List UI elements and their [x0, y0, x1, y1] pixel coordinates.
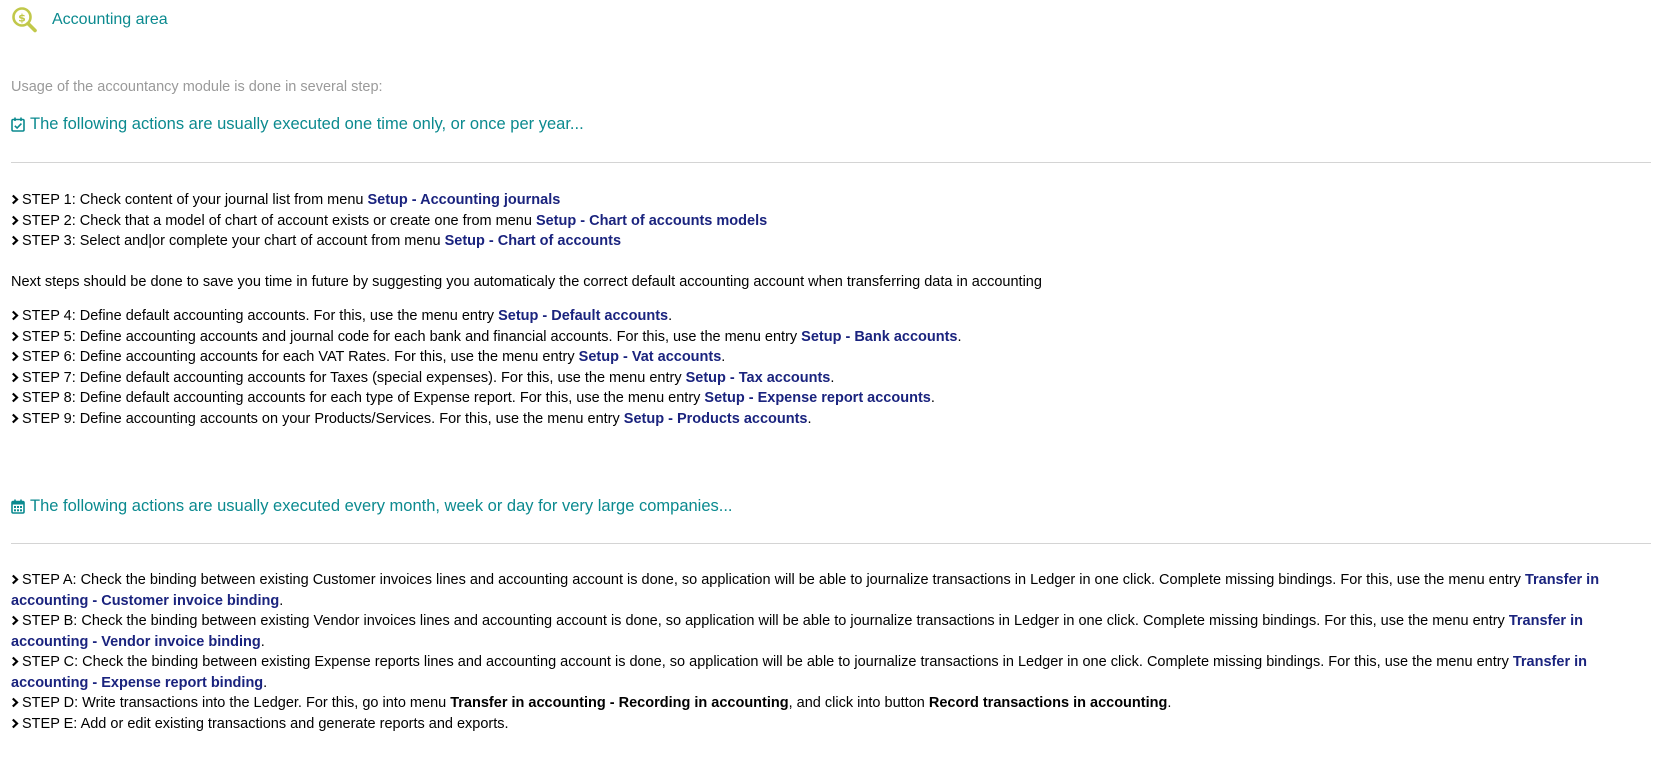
intro-text: Usage of the accountancy module is done in several step:: [11, 79, 383, 95]
menu-link-vat-accounts[interactable]: Setup - Vat accounts: [578, 349, 722, 365]
chevron-right-icon: [11, 369, 19, 380]
step-text: STEP 5: Define accounting accounts and journal code for each bank and financial accounts. For this, use the menu entry: [22, 328, 802, 345]
steps-setup-list: [11, 190, 1636, 252]
chevron-right-icon: [11, 389, 19, 400]
calendar-check-icon: [11, 117, 25, 132]
step-text: STEP E: Add or edit existing transactions and generate reports and exports.: [22, 715, 509, 732]
chevron-right-icon: [11, 571, 19, 582]
step-text: STEP 3: Select and|or complete your chart of account from menu: [22, 233, 445, 249]
step-text: STEP 6: Define accounting accounts for each VAT Rates. For this, use the menu entry: [22, 349, 579, 365]
section-heading-periodic: [11, 497, 733, 516]
chevron-right-icon: [11, 715, 19, 726]
step-text: STEP D: Write transactions into the Ledger. For this, go into menu: [22, 695, 451, 711]
menu-link-expense-report-accounts[interactable]: Setup - Expense report accounts: [704, 390, 931, 406]
chevron-right-icon: [11, 410, 19, 421]
step-item: STEP 5: Define accounting accounts and journal code for each bank and financial accounts. For this, use the menu entry Setup - Bank accounts.: [11, 327, 1636, 348]
step-item: [11, 714, 1636, 735]
menu-link-tax-accounts[interactable]: Setup - Tax accounts: [685, 369, 831, 386]
chevron-right-icon: [11, 653, 19, 664]
step-text: STEP 4: Define default accounting accounts. For this, use the menu entry: [22, 308, 499, 324]
menu-link-bank-accounts[interactable]: Setup - Bank accounts: [801, 328, 958, 345]
chevron-right-icon: [11, 232, 19, 243]
step-item: STEP C: Check the binding between existing Expense reports lines and accounting account is done, so application will be able to journalize transactions in Ledger in one click. Complete missing bindings. For this, use the menu entry Transfer in accounting - Expense report binding.: [11, 654, 1587, 691]
chevron-right-icon: [11, 612, 19, 623]
menu-link-customer-invoice-binding[interactable]: Transfer in accounting - Customer invoice binding: [11, 572, 1600, 609]
chevron-right-icon: [11, 212, 19, 223]
menu-link-accounting-journals[interactable]: Setup - Accounting journals: [367, 192, 561, 208]
step-item: STEP A: Check the binding between existing Customer invoices lines and accounting account is done, so application will be able to journalize transactions in Ledger in one click. Complete missing bindings. For this, use the menu entry Transfer in accounting - Customer invoice binding.: [11, 572, 1600, 609]
step-item: STEP 6: Define accounting accounts for each VAT Rates. For this, use the menu entry Setup - Vat accounts.: [11, 347, 1636, 368]
menu-link-products-accounts[interactable]: Setup - Products accounts: [623, 410, 808, 427]
step-text: STEP 9: Define accounting accounts on your Products/Services. For this, use the menu entry: [22, 410, 624, 427]
step-item: [11, 231, 1636, 252]
step-text: STEP 2: Check that a model of chart of account exists or create one from menu: [22, 212, 536, 229]
menu-link-expense-report-binding[interactable]: Transfer in accounting - Expense report binding: [11, 654, 1587, 691]
steps-defaults-list: [11, 306, 1636, 429]
step-item: STEP 4: Define default accounting accounts. For this, use the menu entry Setup - Default accounts.: [11, 306, 1636, 327]
menu-name-recording: Transfer in accounting - Recording in accounting: [450, 695, 789, 711]
calendar-icon: [11, 499, 25, 514]
step-item: [11, 190, 1636, 211]
step-item: STEP 8: Define default accounting accounts for each type of Expense report. For this, use the menu entry Setup - Expense report accounts.: [11, 388, 1636, 409]
dollar-magnifier-icon: [11, 7, 39, 33]
step-text: STEP C: Check the binding between existing Expense reports lines and accounting account is done, so application will be able to journalize transactions in Ledger in one click. Complete missing bindings. For this, use the menu entry: [22, 654, 1513, 670]
section-heading-yearly: [11, 115, 584, 134]
menu-link-default-accounts[interactable]: Setup - Default accounts: [498, 308, 669, 324]
svg-text:$: $: [18, 11, 26, 25]
divider: [11, 162, 1651, 163]
menu-link-chart-of-accounts[interactable]: Setup - Chart of accounts: [444, 233, 622, 249]
section-heading-text: The following actions are usually executed one time only, or once per year...: [30, 115, 584, 133]
chevron-right-icon: [11, 348, 19, 359]
step-item: STEP D: Write transactions into the Ledger. For this, go into menu Transfer in accounting - Recording in accounting, and click into button Record transactions in accounting.: [11, 693, 1636, 714]
step-text: STEP 8: Define default accounting accounts for each type of Expense report. For this, use the menu entry: [22, 390, 705, 406]
step-text: STEP B: Check the binding between existing Vendor invoices lines and accounting account is done, so application will be able to journalize transactions in Ledger in one click. Complete missing bindings. For this, use the menu entry: [22, 613, 1509, 629]
step-item: STEP 9: Define accounting accounts on your Products/Services. For this, use the menu entry Setup - Products accounts.: [11, 409, 1636, 430]
chevron-right-icon: [11, 191, 19, 202]
step-text: STEP 1: Check content of your journal list from menu: [22, 192, 368, 208]
divider: [11, 543, 1651, 544]
step-text: STEP A: Check the binding between existing Customer invoices lines and accounting account is done, so application will be able to journalize transactions in Ledger in one click. Complete missing bindings. For this, use the menu entry: [22, 572, 1525, 588]
step-text: STEP 7: Define default accounting accounts for Taxes (special expenses). For this, use the menu entry: [22, 369, 686, 386]
steps-periodic-list: [11, 570, 1636, 734]
menu-link-vendor-invoice-binding[interactable]: Transfer in accounting - Vendor invoice binding: [11, 613, 1583, 650]
chevron-right-icon: [11, 694, 19, 705]
chevron-right-icon: [11, 307, 19, 318]
step-item: STEP 7: Define default accounting accounts for Taxes (special expenses). For this, use the menu entry Setup - Tax accounts.: [11, 368, 1636, 389]
section-heading-text: The following actions are usually executed every month, week or day for very large companies...: [30, 497, 733, 515]
page-header: [11, 7, 168, 33]
button-name-record-transactions: Record transactions in accounting: [928, 695, 1168, 711]
chevron-right-icon: [11, 328, 19, 339]
menu-link-chart-models[interactable]: Setup - Chart of accounts models: [535, 212, 768, 229]
step-item: STEP B: Check the binding between existing Vendor invoices lines and accounting account is done, so application will be able to journalize transactions in Ledger in one click. Complete missing bindings. For this, use the menu entry Transfer in accounting - Vendor invoice binding.: [11, 613, 1583, 650]
page-title: Accounting area: [52, 11, 168, 28]
note-text: Next steps should be done to save you time in future by suggesting you automaticaly the correct default accounting account when transferring data in accounting: [11, 274, 1042, 290]
step-item: [11, 211, 1636, 232]
